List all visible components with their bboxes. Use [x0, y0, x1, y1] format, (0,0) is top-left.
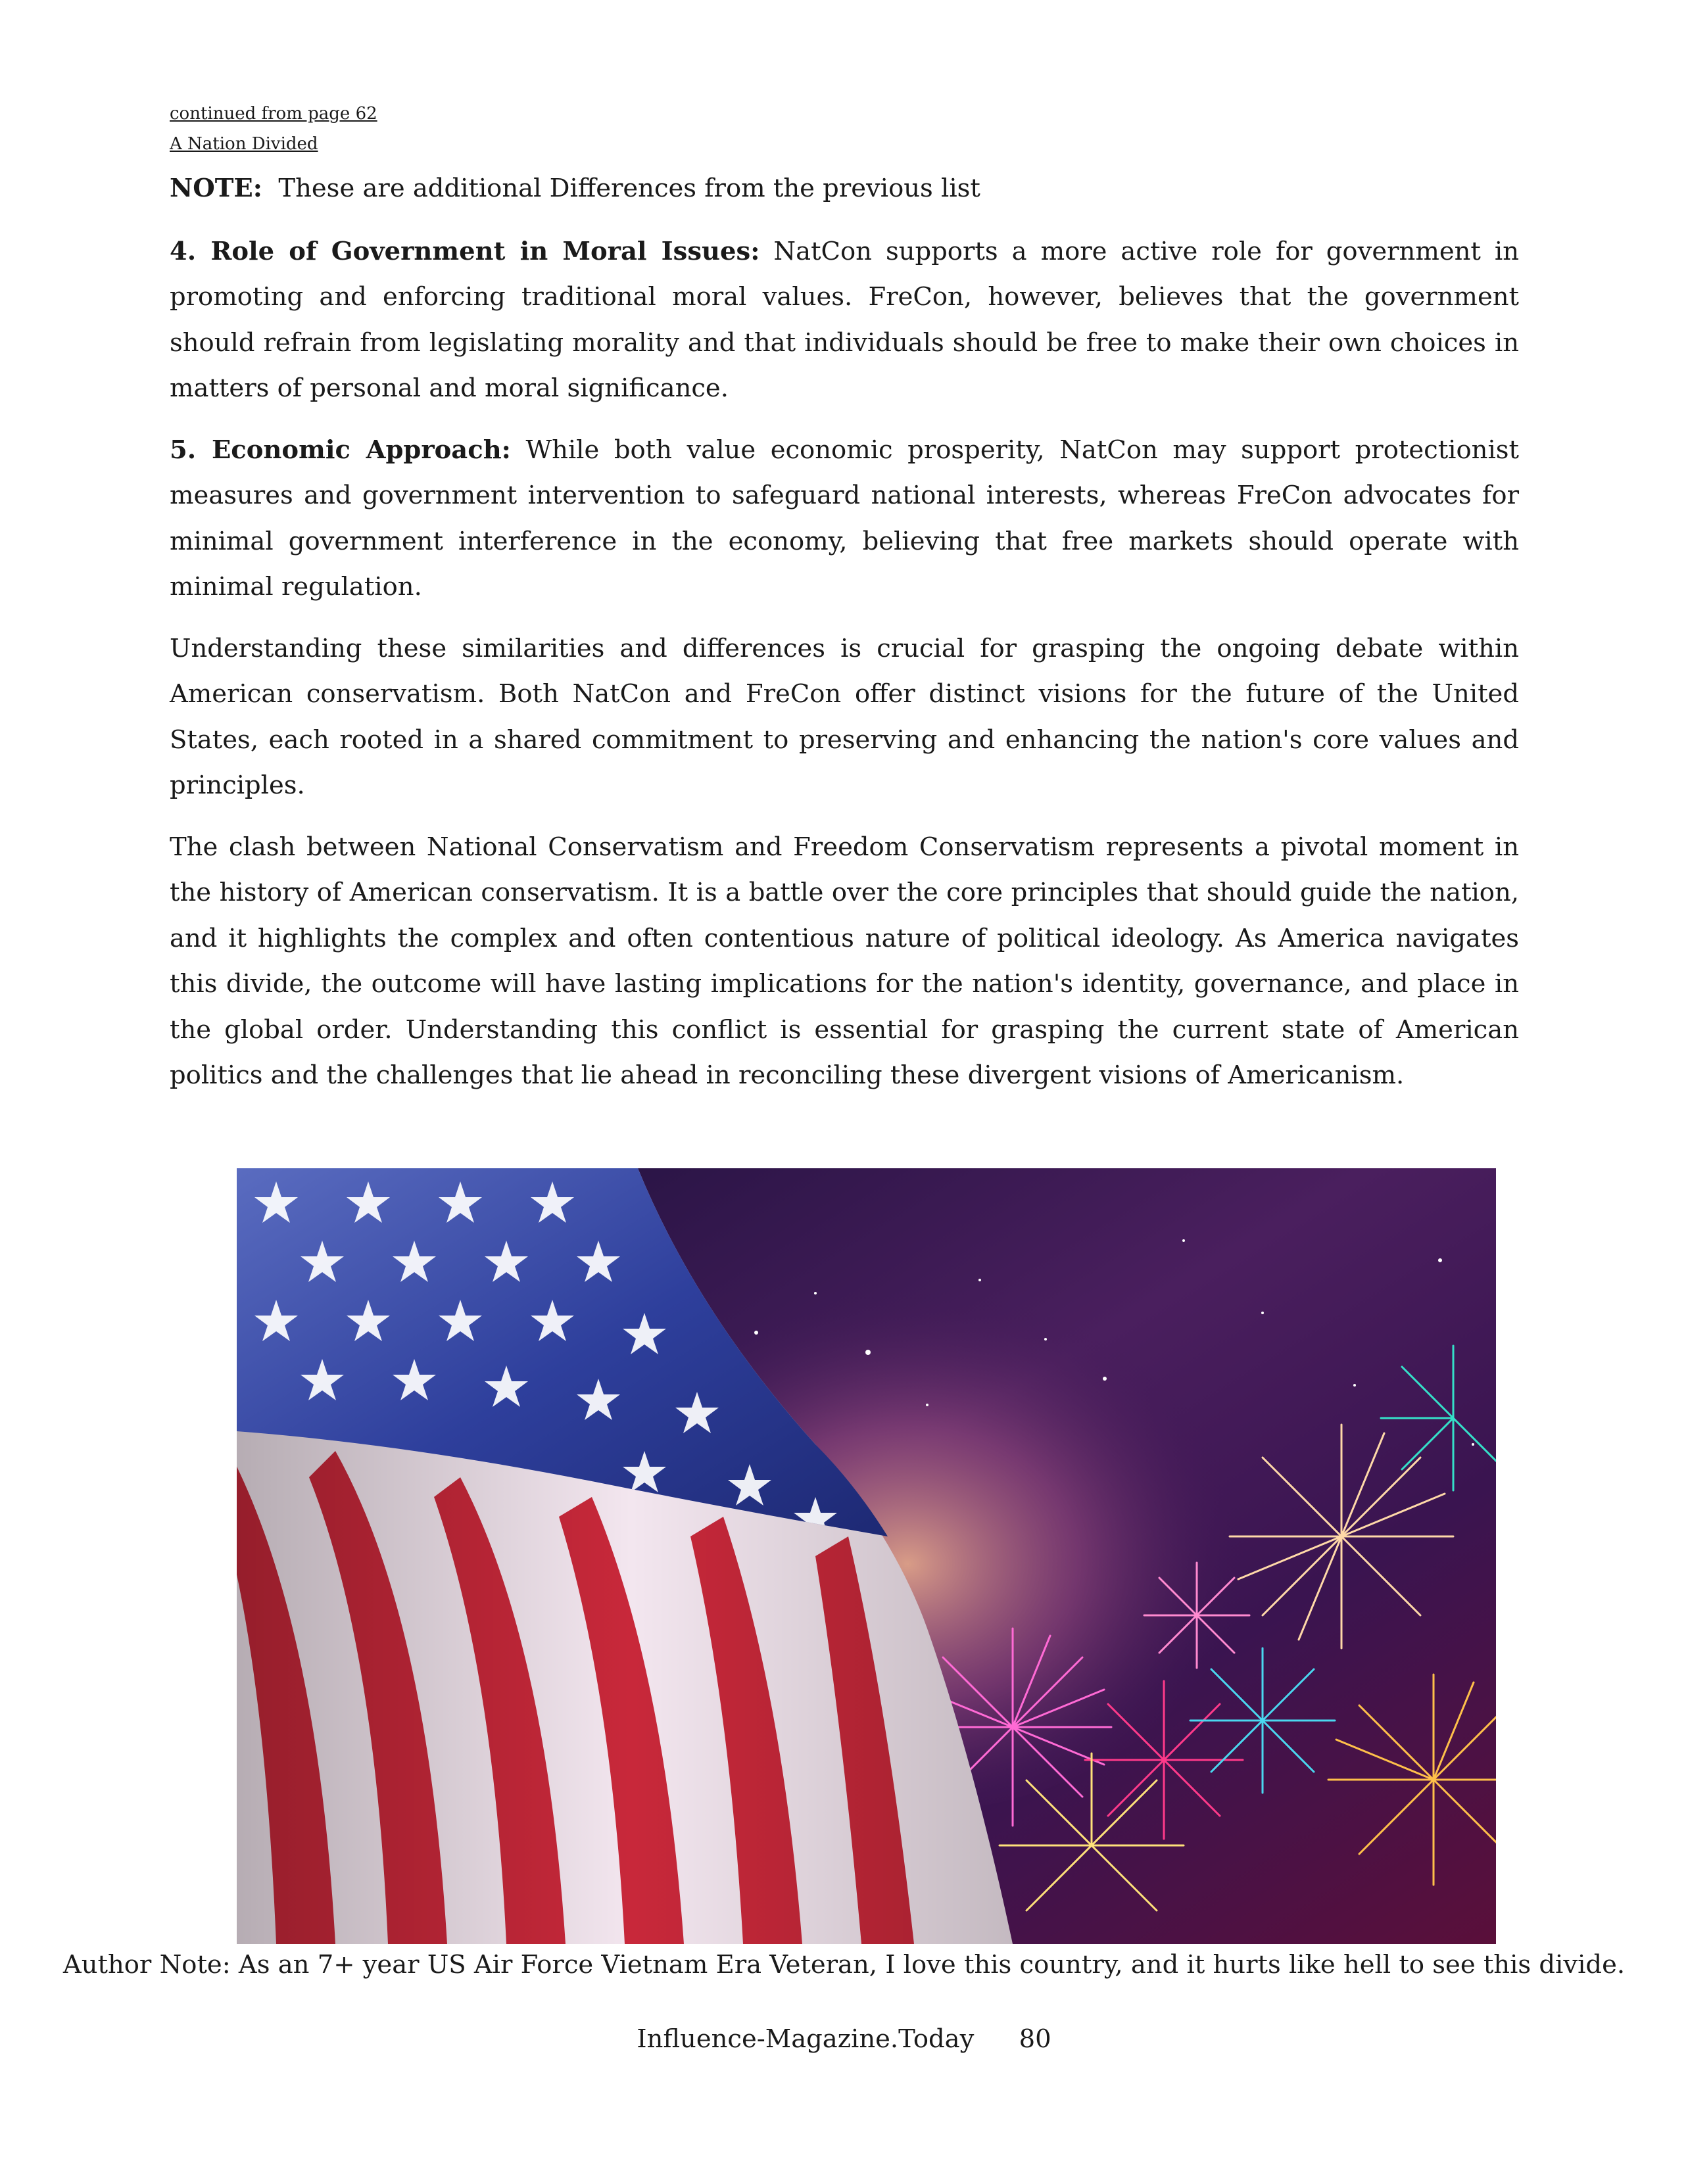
page-header [170, 99, 377, 159]
list-item-4-text: NatCon supports a more active role for government in promoting and enforcing traditional moral values. FreCon, however, believes that the government should refrain from legislating morality and that individuals should be free to make their own choices in matters of personal and moral significance. [170, 236, 1519, 403]
section-title-link[interactable]: A Nation Divided [170, 134, 318, 154]
footer-page-number: 80 [1019, 2024, 1051, 2054]
note-paragraph [170, 166, 1519, 212]
page-footer [0, 2018, 1688, 2060]
list-item-5-heading: 5. Economic Approach: [170, 435, 511, 465]
flag-fireworks-photo [237, 1168, 1496, 1944]
footer-site-name: Influence-Magazine.Today [637, 2024, 975, 2054]
continued-from-link[interactable]: continued from page 62 [170, 104, 377, 124]
body-paragraph-1: Understanding these similarities and differences is crucial for grasping the ongoing debate within American conservatism. Both NatCon and FreCon offer distinct visions for the future of the United States, each rooted in a shared commitment to preserving and enhancing the nation's core values and principles. [170, 633, 1519, 800]
body-paragraph-2: The clash between National Conservatism and Freedom Conservatism represents a pivotal moment in the history of American conservatism. It is a battle over the core principles that should guide the nation, and it highlights the complex and often contentious nature of political ideology. As America navigates this divide, the outcome will have lasting implications for the nation's identity, governance, and place in the global order. Understanding this conflict is essential for grasping the current state of American politics and the challenges that lie ahead in reconciling these divergent visions of Americanism. [170, 832, 1519, 1090]
author-note: Author Note: As an 7+ year US Air Force Vietnam Era Veteran, I love this country, and it hurts like hell to see this divide. [62, 1950, 1626, 1980]
list-item-5 [170, 427, 1519, 610]
list-item-4-heading: 4. Role of Government in Moral Issues: [170, 236, 760, 266]
note-text: These are additional Differences from the previous list [278, 174, 980, 203]
list-item-5-text: While both value economic prosperity, NatCon may support protectionist measures and government intervention to safeguard national interests, whereas FreCon advocates for minimal government interference in the economy, believing that free markets should operate with minimal regulation. [170, 435, 1519, 602]
article-body [170, 166, 1519, 1114]
list-item-4 [170, 229, 1519, 412]
note-label: NOTE: [170, 174, 262, 203]
